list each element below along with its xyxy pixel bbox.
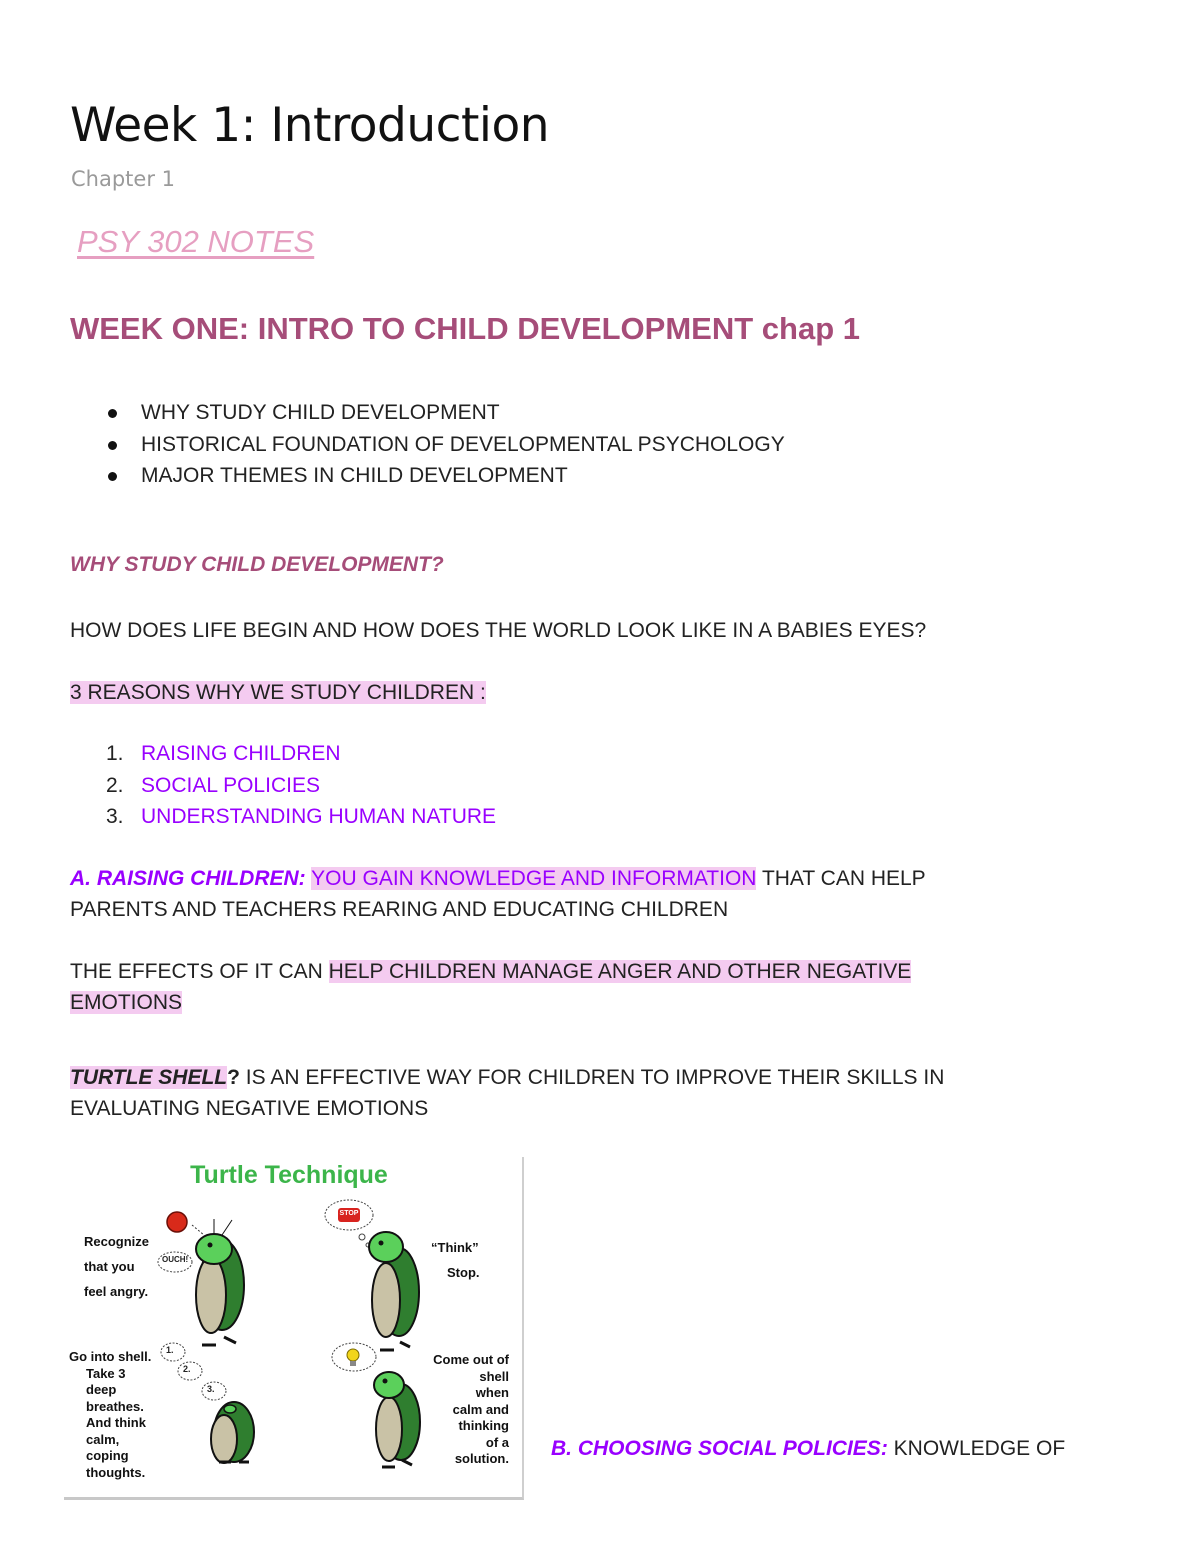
- section-a-paragraph: [70, 863, 926, 925]
- effects-highlight-2: EMOTIONS: [70, 991, 183, 1014]
- reason-label: SOCIAL POLICIES: [141, 773, 320, 797]
- section-b-line: [551, 1433, 1065, 1464]
- caption-line: Take 3: [86, 1365, 126, 1381]
- effects-highlight: HELP CHILDREN MANAGE ANGER AND OTHER NEGATIVE: [328, 960, 912, 983]
- list-number: 1.: [106, 742, 124, 765]
- section-a-rest: THAT CAN HELP: [761, 867, 926, 890]
- step4-caption: [419, 1352, 509, 1468]
- step2-caption: [431, 1235, 480, 1285]
- section-b-rest: KNOWLEDGE OF: [893, 1437, 1066, 1460]
- list-number: 3.: [106, 805, 124, 828]
- turtle-shell-paragraph: [70, 1062, 944, 1124]
- turtle-stop-icon: [325, 1200, 419, 1350]
- section-b-label: B. CHOOSING SOCIAL POLICIES:: [551, 1437, 888, 1460]
- turtle-shell-rest: IS AN EFFECTIVE WAY FOR CHILDREN TO IMPROVE THEIR SKILLS IN: [245, 1066, 945, 1089]
- step1-caption: [84, 1229, 149, 1304]
- reason-label: UNDERSTANDING HUMAN NATURE: [141, 805, 497, 828]
- topic-label: MAJOR THEMES IN CHILD DEVELOPMENT: [141, 464, 568, 487]
- bullet-icon: [108, 472, 117, 481]
- caption-line: when: [475, 1385, 509, 1400]
- turtle-angry-icon: [167, 1212, 244, 1345]
- caption-line: deep: [86, 1382, 117, 1397]
- bubble-label: 2.: [183, 1364, 191, 1374]
- caption-line: Go into shell.: [69, 1349, 152, 1364]
- why-heading: WHY STUDY CHILD DEVELOPMENT?: [70, 553, 444, 576]
- stop-sign-text: STOP: [339, 1210, 359, 1217]
- notes-title: PSY 302 NOTES: [77, 224, 315, 259]
- question-text: HOW DOES LIFE BEGIN AND HOW DOES THE WORLD LOOK LIKE IN A BABIES EYES?: [70, 619, 927, 642]
- list-number: 2.: [106, 773, 124, 797]
- effects-line2: [70, 987, 911, 1018]
- bullet-icon: [108, 409, 117, 418]
- section-a-highlight: YOU GAIN KNOWLEDGE AND INFORMATION: [311, 867, 757, 890]
- section-a-label: A. RAISING CHILDREN:: [70, 867, 306, 890]
- section-a-line2: PARENTS AND TEACHERS REARING AND EDUCATING CHILDREN: [70, 898, 729, 921]
- reasons-heading: [70, 677, 486, 708]
- caption-line: shell: [479, 1368, 509, 1384]
- page-subtitle: Chapter 1: [71, 167, 175, 191]
- topic-label: WHY STUDY CHILD DEVELOPMENT: [141, 401, 500, 424]
- bubble-label: 3.: [207, 1384, 215, 1394]
- caption-line: of a: [485, 1434, 509, 1450]
- caption-line: calm and: [452, 1401, 509, 1417]
- caption-line: breathes.: [86, 1398, 144, 1414]
- page-title: Week 1: Introduction: [70, 98, 550, 153]
- turtle-shell-icon: [161, 1343, 254, 1463]
- caption-line: Stop.: [447, 1265, 480, 1280]
- reason-label: RAISING CHILDREN: [141, 742, 341, 765]
- caption-line: “Think”: [431, 1240, 479, 1255]
- topic-label: HISTORICAL FOUNDATION OF DEVELOPMENTAL PSYCHOLOGY: [141, 432, 785, 456]
- turtle-shell-line1: [70, 1062, 944, 1093]
- week-heading: WEEK ONE: INTRO TO CHILD DEVELOPMENT chap 1: [70, 311, 860, 346]
- bullet-icon: [108, 441, 117, 450]
- turtle-shell-qmark: ?: [227, 1066, 240, 1089]
- caption-line: Come out of: [433, 1352, 509, 1367]
- effects-line1: [70, 956, 911, 987]
- turtle-shell-term: TURTLE SHELL: [70, 1066, 228, 1089]
- turtle-technique-image: [64, 1157, 524, 1500]
- caption-line: feel angry.: [84, 1284, 149, 1299]
- caption-line: that you: [84, 1259, 135, 1274]
- caption-line: thinking: [458, 1418, 509, 1433]
- effects-paragraph: [70, 956, 911, 1018]
- caption-line: Recognize: [84, 1234, 150, 1249]
- caption-line: solution.: [454, 1451, 509, 1466]
- caption-line: calm,: [86, 1431, 120, 1447]
- turtle-solution-icon: [332, 1343, 420, 1467]
- caption-line: thoughts.: [86, 1464, 146, 1480]
- caption-line: coping: [86, 1448, 129, 1463]
- turtle-shell-line2: EVALUATING NEGATIVE EMOTIONS: [70, 1097, 429, 1120]
- ouch-text: OUCH!: [162, 1255, 189, 1264]
- reasons-heading-highlight: 3 REASONS WHY WE STUDY CHILDREN :: [70, 681, 486, 704]
- turtle-technique-title: Turtle Technique: [190, 1161, 388, 1189]
- effects-prefix: THE EFFECTS OF IT CAN: [70, 960, 323, 983]
- caption-line: And think: [86, 1415, 146, 1430]
- bubble-label: 1.: [166, 1345, 174, 1355]
- section-a-line1: [70, 863, 926, 894]
- step3-caption: [69, 1349, 151, 1481]
